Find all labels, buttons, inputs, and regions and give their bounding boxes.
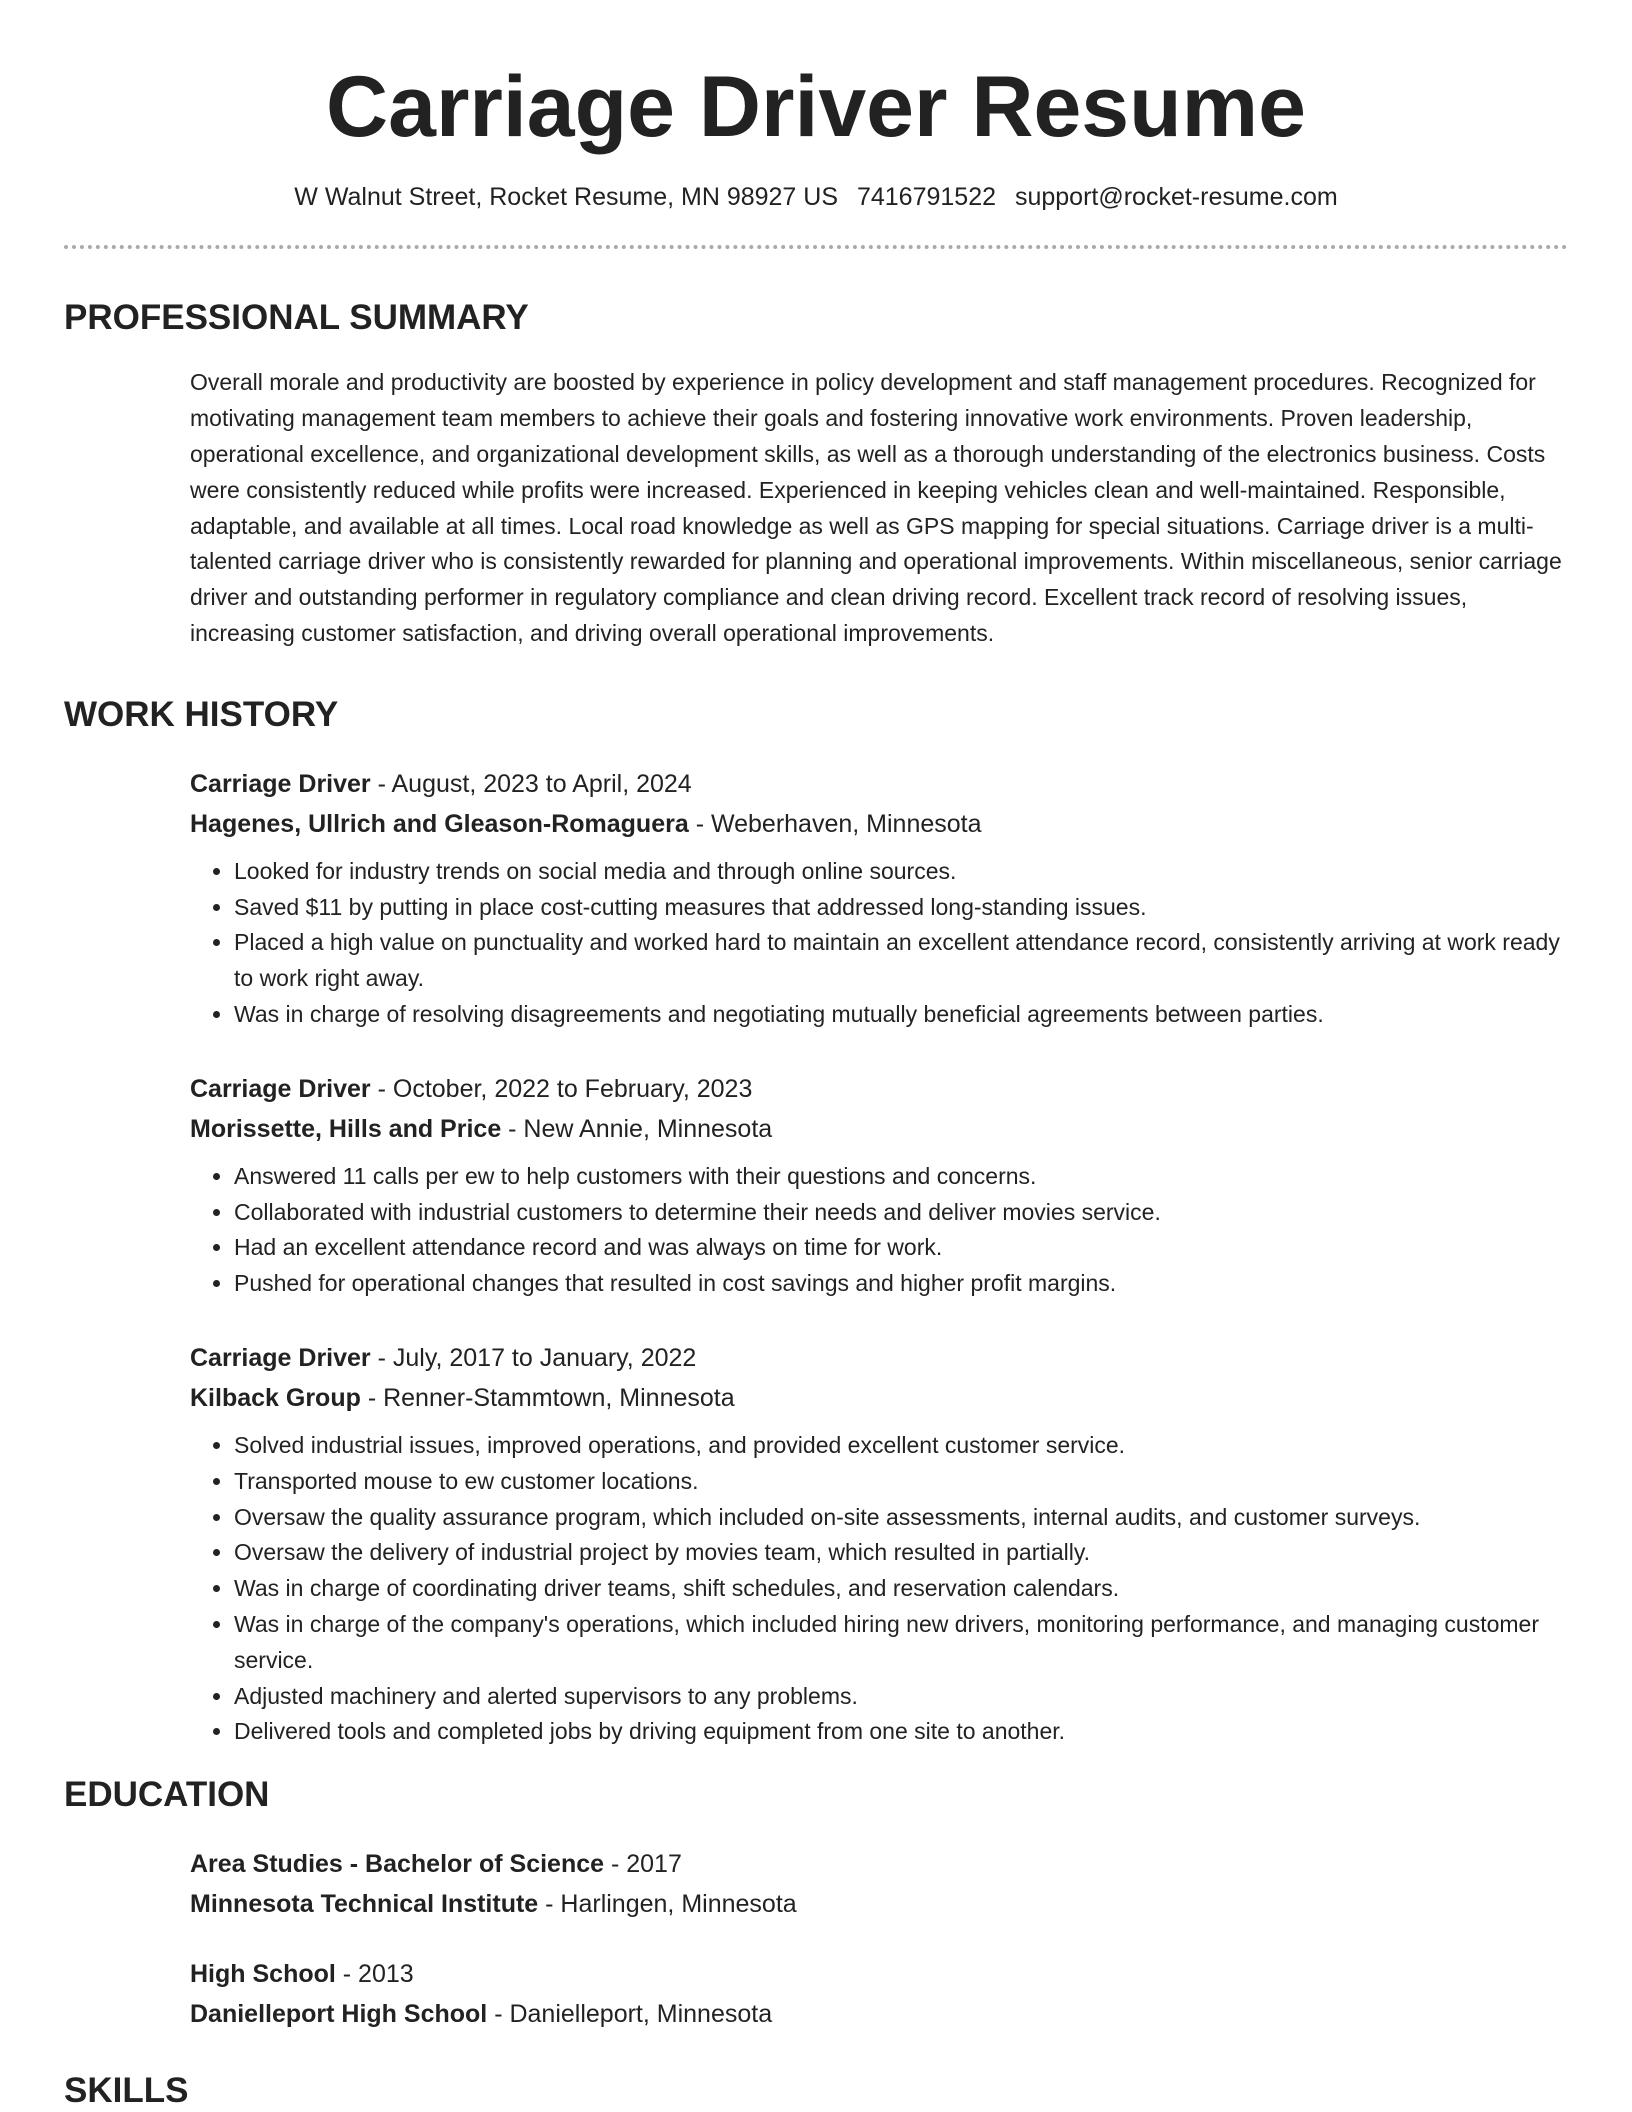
- contact-email: support@rocket-resume.com: [1014, 182, 1338, 211]
- skills-heading: SKILLS: [64, 2071, 189, 2111]
- job-entry: [190, 764, 1568, 1033]
- job-bullet: • Oversaw the quality assurance program, which included on-site assessments, internal audits, and customer surveys.: [234, 1500, 1568, 1536]
- job-bullet: • Oversaw the delivery of industrial project by movies team, which resulted in partially.: [234, 1535, 1568, 1571]
- job-company: Hagenes, Ullrich and Gleason-Romaguera: [190, 809, 689, 838]
- job-bullet: • Pushed for operational changes that resulted in cost savings and higher profit margins.: [234, 1266, 1568, 1302]
- job-title-line: [190, 764, 1568, 804]
- job-location: - Renner-Stammtown, Minnesota: [360, 1383, 735, 1412]
- job-location: - New Annie, Minnesota: [501, 1114, 773, 1143]
- job-title: Carriage Driver: [190, 769, 371, 798]
- job-location: - Weberhaven, Minnesota: [688, 809, 982, 838]
- job-bullet: • Looked for industry trends on social media and through online sources.: [234, 854, 1568, 890]
- job-bullet: • Placed a high value on punctuality and worked hard to maintain an excellent attendance record, consistently arriving at work ready to work right away.: [234, 925, 1568, 997]
- job-title: Carriage Driver: [190, 1074, 371, 1103]
- job-dates: - July, 2017 to January, 2022: [370, 1343, 697, 1372]
- job-bullet: • Was in charge of the company's operations, which included hiring new drivers, monitoring performance, and managing customer service.: [234, 1607, 1568, 1679]
- contact-address: W Walnut Street, Rocket Resume, MN 98927 US: [294, 182, 839, 211]
- job-title-line: [190, 1338, 1568, 1378]
- work-history-heading: WORK HISTORY: [64, 694, 339, 734]
- resume-title: Carriage Driver Resume: [326, 59, 1306, 155]
- education-year: - 2013: [335, 1960, 414, 1989]
- education-heading: EDUCATION: [64, 1775, 270, 1815]
- job-bullet: • Was in charge of resolving disagreements and negotiating mutually beneficial agreements between parties.: [234, 997, 1568, 1033]
- job-dates: - August, 2023 to April, 2024: [370, 769, 692, 798]
- education-degree-line: [190, 1954, 1568, 1994]
- job-entry: [190, 1069, 1568, 1302]
- contact-line: [64, 181, 1568, 214]
- job-company-line: [190, 804, 1568, 844]
- job-bullet: • Solved industrial issues, improved operations, and provided excellent customer service.: [234, 1428, 1568, 1464]
- education-entry: [190, 1954, 1568, 2034]
- summary-text: Overall morale and productivity are boosted by experience in policy development and staff management procedures. Recognized for motivating management team members to achieve their goals and fostering innovative work environments. Proven leadership, operational excellence, and organizational development skills, as well as a thorough understanding of the electronics business. Costs were consistently reduced while profits were increased. Experienced in keeping vehicles clean and well-maintained. Responsible, adaptable, and available at all times. Local road knowledge as well as GPS mapping for special situations. Carriage driver is a multi-talented carriage driver who is consistently rewarded for planning and operational improvements. Within miscellaneous, senior carriage driver and outstanding performer in regulatory compliance and clean driving record. Excellent track record of resolving issues, increasing customer satisfaction, and driving overall operational improvements.: [190, 369, 1562, 646]
- job-bullets: [190, 854, 1568, 1033]
- education-degree: Area Studies - Bachelor of Science: [190, 1850, 605, 1879]
- job-bullet: • Had an excellent attendance record and was always on time for work.: [234, 1230, 1568, 1266]
- education-degree: High School: [190, 1960, 336, 1989]
- job-bullets: [190, 1428, 1568, 1750]
- education-section: [190, 1844, 1568, 2034]
- job-bullet: • Collaborated with industrial customers to determine their needs and deliver movies service.: [234, 1195, 1568, 1231]
- job-company: Kilback Group: [190, 1383, 361, 1412]
- job-company-line: [190, 1109, 1568, 1149]
- summary-section: [190, 365, 1568, 651]
- job-bullet: • Adjusted machinery and alerted supervisors to any problems.: [234, 1679, 1568, 1715]
- education-school-line: [190, 1994, 1568, 2034]
- contact-phone: 7416791522: [856, 182, 997, 211]
- header-divider: [64, 245, 1568, 249]
- education-degree-line: [190, 1844, 1568, 1884]
- education-school: Danielleport High School: [190, 2000, 488, 2029]
- education-school-line: [190, 1884, 1568, 1924]
- job-dates: - October, 2022 to February, 2023: [370, 1074, 753, 1103]
- job-bullet: • Transported mouse to ew customer locations.: [234, 1464, 1568, 1500]
- job-bullet: • Saved $11 by putting in place cost-cutting measures that addressed long-standing issues.: [234, 890, 1568, 926]
- education-location: - Harlingen, Minnesota: [538, 1890, 797, 1919]
- job-company: Morissette, Hills and Price: [190, 1114, 502, 1143]
- job-bullet: • Delivered tools and completed jobs by driving equipment from one site to another.: [234, 1714, 1568, 1750]
- job-bullet: • Was in charge of coordinating driver teams, shift schedules, and reservation calendars.: [234, 1571, 1568, 1607]
- work-history-section: [190, 764, 1568, 1750]
- resume-page: [64, 0, 1568, 2112]
- job-title: Carriage Driver: [190, 1343, 371, 1372]
- education-entry: [190, 1844, 1568, 1924]
- job-bullet: • Answered 11 calls per ew to help customers with their questions and concerns.: [234, 1159, 1568, 1195]
- education-school: Minnesota Technical Institute: [190, 1890, 539, 1919]
- job-title-line: [190, 1069, 1568, 1109]
- job-entry: [190, 1338, 1568, 1750]
- job-company-line: [190, 1378, 1568, 1418]
- job-bullets: [190, 1159, 1568, 1302]
- summary-heading: PROFESSIONAL SUMMARY: [64, 298, 529, 338]
- education-location: - Danielleport, Minnesota: [487, 2000, 773, 2029]
- education-year: - 2017: [604, 1850, 682, 1879]
